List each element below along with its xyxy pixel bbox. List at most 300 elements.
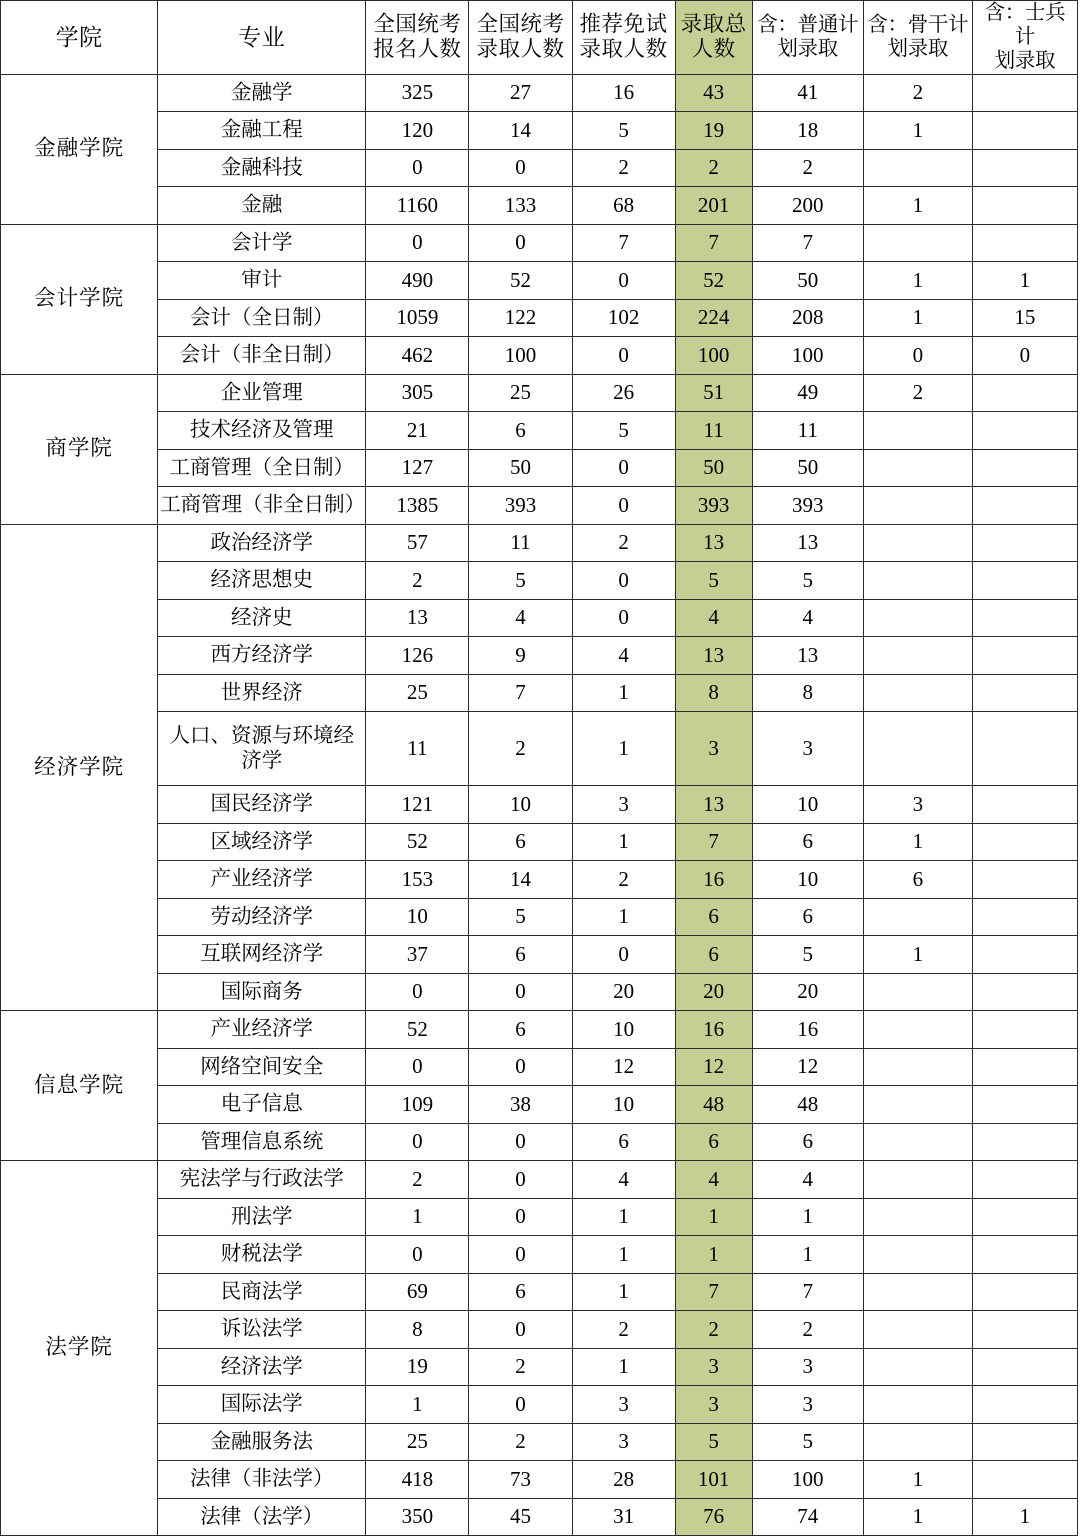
cell-plan-normal: 13 <box>752 637 863 675</box>
cell-exam-admit: 50 <box>469 449 572 487</box>
cell-total-admitted: 224 <box>675 299 752 337</box>
cell-plan-backbone <box>863 1386 972 1424</box>
header-line-2: 人数 <box>691 37 736 62</box>
cell-total-admitted: 7 <box>675 1273 752 1311</box>
cell-plan-normal: 13 <box>752 524 863 562</box>
cell-plan-normal: 100 <box>752 1461 863 1499</box>
major-name-cell: 互联网经济学 <box>158 936 366 974</box>
cell-exam-admit: 5 <box>469 562 572 600</box>
cell-recommend-admit: 20 <box>572 973 675 1011</box>
cell-exam-admit: 0 <box>469 973 572 1011</box>
cell-exam-admit: 10 <box>469 786 572 824</box>
major-name-cell: 西方经济学 <box>158 637 366 675</box>
college-name-cell: 会计学院 <box>1 224 158 374</box>
table-row <box>1 1386 1078 1424</box>
table-row <box>1 262 1078 300</box>
cell-total-admitted: 13 <box>675 524 752 562</box>
cell-recommend-admit: 0 <box>572 562 675 600</box>
cell-total-admitted: 76 <box>675 1498 752 1536</box>
cell-exam-admit: 2 <box>469 1348 572 1386</box>
cell-total-admitted: 1 <box>675 1236 752 1274</box>
cell-plan-normal: 1 <box>752 1236 863 1274</box>
cell-total-admitted: 43 <box>675 74 752 112</box>
cell-plan-backbone: 0 <box>863 337 972 375</box>
major-name-cell: 区域经济学 <box>158 823 366 861</box>
cell-exam-admit: 2 <box>469 1423 572 1461</box>
cell-plan-normal: 49 <box>752 374 863 412</box>
cell-plan-backbone <box>863 1161 972 1199</box>
cell-exam-apply: 2 <box>366 562 469 600</box>
major-name-cell: 金融科技 <box>158 149 366 187</box>
cell-plan-backbone: 1 <box>863 823 972 861</box>
cell-plan-backbone: 1 <box>863 112 972 150</box>
cell-plan-soldier <box>972 1386 1077 1424</box>
table-row <box>1 599 1078 637</box>
cell-plan-soldier <box>972 861 1077 899</box>
cell-plan-normal: 6 <box>752 898 863 936</box>
cell-exam-admit: 133 <box>469 187 572 225</box>
cell-plan-normal: 5 <box>752 936 863 974</box>
major-name-cell: 金融 <box>158 187 366 225</box>
cell-plan-soldier <box>972 112 1077 150</box>
cell-plan-normal: 74 <box>752 1498 863 1536</box>
cell-plan-soldier <box>972 973 1077 1011</box>
cell-exam-admit: 6 <box>469 823 572 861</box>
cell-plan-backbone <box>863 449 972 487</box>
cell-exam-apply: 19 <box>366 1348 469 1386</box>
cell-plan-soldier <box>972 224 1077 262</box>
cell-exam-apply: 350 <box>366 1498 469 1536</box>
major-name-cell: 财税法学 <box>158 1236 366 1274</box>
column-header-plan-normal <box>752 1 863 75</box>
cell-plan-backbone <box>863 1273 972 1311</box>
major-name-cell: 劳动经济学 <box>158 898 366 936</box>
major-name-cell: 工商管理（全日制） <box>158 449 366 487</box>
major-name-cell: 国际法学 <box>158 1386 366 1424</box>
cell-plan-normal: 16 <box>752 1011 863 1049</box>
cell-recommend-admit: 3 <box>572 1386 675 1424</box>
cell-plan-normal: 2 <box>752 149 863 187</box>
cell-exam-admit: 14 <box>469 112 572 150</box>
cell-exam-admit: 5 <box>469 898 572 936</box>
cell-plan-backbone: 2 <box>863 374 972 412</box>
cell-recommend-admit: 68 <box>572 187 675 225</box>
cell-exam-admit: 122 <box>469 299 572 337</box>
table-header <box>1 1 1078 75</box>
cell-exam-apply: 57 <box>366 524 469 562</box>
cell-exam-apply: 21 <box>366 412 469 450</box>
cell-total-admitted: 3 <box>675 1386 752 1424</box>
cell-exam-apply: 0 <box>366 149 469 187</box>
major-name-cell: 诉讼法学 <box>158 1311 366 1349</box>
cell-total-admitted: 1 <box>675 1198 752 1236</box>
cell-recommend-admit: 0 <box>572 337 675 375</box>
cell-plan-backbone <box>863 1236 972 1274</box>
cell-plan-normal: 20 <box>752 973 863 1011</box>
cell-recommend-admit: 5 <box>572 112 675 150</box>
cell-plan-backbone <box>863 487 972 525</box>
cell-exam-apply: 109 <box>366 1086 469 1124</box>
cell-plan-soldier <box>972 1161 1077 1199</box>
table-row <box>1 524 1078 562</box>
table-row <box>1 823 1078 861</box>
major-name-cell: 审计 <box>158 262 366 300</box>
column-header-total-admitted <box>675 1 752 75</box>
major-name-cell: 产业经济学 <box>158 1011 366 1049</box>
table-row <box>1 1236 1078 1274</box>
header-line-2: 录取人数 <box>476 37 565 62</box>
cell-total-admitted: 8 <box>675 674 752 712</box>
cell-recommend-admit: 16 <box>572 74 675 112</box>
major-name-cell: 金融服务法 <box>158 1423 366 1461</box>
cell-plan-normal: 7 <box>752 1273 863 1311</box>
major-name-cell: 技术经济及管理 <box>158 412 366 450</box>
cell-plan-normal: 2 <box>752 1311 863 1349</box>
cell-recommend-admit: 4 <box>572 1161 675 1199</box>
major-name-cell: 国民经济学 <box>158 786 366 824</box>
college-name-cell: 法学院 <box>1 1161 158 1536</box>
cell-plan-soldier <box>972 936 1077 974</box>
cell-plan-normal: 3 <box>752 1348 863 1386</box>
college-name-cell: 经济学院 <box>1 524 158 1011</box>
cell-exam-admit: 0 <box>469 1123 572 1161</box>
cell-exam-admit: 2 <box>469 712 572 786</box>
header-line-1: 录取总 <box>680 11 747 36</box>
major-name-cell: 工商管理（非全日制） <box>158 487 366 525</box>
cell-plan-backbone: 1 <box>863 936 972 974</box>
cell-plan-soldier <box>972 562 1077 600</box>
cell-plan-soldier <box>972 524 1077 562</box>
cell-total-admitted: 2 <box>675 149 752 187</box>
major-name-cell: 金融学 <box>158 74 366 112</box>
cell-plan-backbone <box>863 412 972 450</box>
cell-plan-normal: 41 <box>752 74 863 112</box>
header-line-1: 含：士兵计 <box>984 2 1066 49</box>
cell-plan-soldier <box>972 1086 1077 1124</box>
cell-plan-normal: 208 <box>752 299 863 337</box>
cell-plan-soldier <box>972 1048 1077 1086</box>
header-line-1: 推荐免试 <box>579 11 668 36</box>
cell-recommend-admit: 6 <box>572 1123 675 1161</box>
column-header-recommend-admit <box>572 1 675 75</box>
cell-plan-backbone <box>863 224 972 262</box>
major-name-cell: 网络空间安全 <box>158 1048 366 1086</box>
cell-exam-admit: 0 <box>469 1161 572 1199</box>
cell-plan-normal: 4 <box>752 1161 863 1199</box>
cell-plan-backbone: 1 <box>863 187 972 225</box>
cell-plan-soldier <box>972 74 1077 112</box>
major-name-cell: 经济思想史 <box>158 562 366 600</box>
table-row <box>1 1423 1078 1461</box>
table-row <box>1 224 1078 262</box>
cell-exam-apply: 2 <box>366 1161 469 1199</box>
cell-plan-backbone <box>863 1011 972 1049</box>
cell-plan-backbone <box>863 1198 972 1236</box>
cell-plan-normal: 50 <box>752 449 863 487</box>
cell-plan-backbone: 3 <box>863 786 972 824</box>
table-body <box>1 74 1078 1536</box>
cell-total-admitted: 5 <box>675 1423 752 1461</box>
cell-exam-admit: 0 <box>469 149 572 187</box>
cell-plan-normal: 6 <box>752 823 863 861</box>
cell-plan-normal: 4 <box>752 599 863 637</box>
cell-exam-apply: 305 <box>366 374 469 412</box>
cell-recommend-admit: 1 <box>572 674 675 712</box>
column-header-exam-apply <box>366 1 469 75</box>
cell-plan-backbone <box>863 973 972 1011</box>
cell-plan-soldier: 15 <box>972 299 1077 337</box>
college-name-cell: 信息学院 <box>1 1011 158 1161</box>
cell-recommend-admit: 26 <box>572 374 675 412</box>
cell-exam-admit: 27 <box>469 74 572 112</box>
table-row <box>1 973 1078 1011</box>
cell-total-admitted: 7 <box>675 823 752 861</box>
table-row <box>1 562 1078 600</box>
table-row <box>1 299 1078 337</box>
cell-plan-backbone: 1 <box>863 1498 972 1536</box>
cell-exam-apply: 1 <box>366 1198 469 1236</box>
column-header-major: 专业 <box>158 1 366 75</box>
cell-plan-backbone: 6 <box>863 861 972 899</box>
cell-plan-backbone <box>863 1348 972 1386</box>
cell-plan-soldier <box>972 823 1077 861</box>
cell-exam-apply: 0 <box>366 973 469 1011</box>
cell-exam-apply: 120 <box>366 112 469 150</box>
table-row <box>1 449 1078 487</box>
table-row <box>1 1498 1078 1536</box>
cell-plan-soldier <box>972 1123 1077 1161</box>
cell-plan-normal: 18 <box>752 112 863 150</box>
major-name-cell: 民商法学 <box>158 1273 366 1311</box>
cell-exam-apply: 127 <box>366 449 469 487</box>
cell-total-admitted: 7 <box>675 224 752 262</box>
cell-total-admitted: 6 <box>675 936 752 974</box>
cell-exam-apply: 1160 <box>366 187 469 225</box>
cell-plan-normal: 393 <box>752 487 863 525</box>
cell-recommend-admit: 0 <box>572 262 675 300</box>
cell-plan-soldier <box>972 637 1077 675</box>
table-row <box>1 1161 1078 1199</box>
major-name-cell: 企业管理 <box>158 374 366 412</box>
cell-total-admitted: 6 <box>675 1123 752 1161</box>
cell-total-admitted: 5 <box>675 562 752 600</box>
cell-plan-soldier <box>972 599 1077 637</box>
cell-exam-apply: 0 <box>366 1123 469 1161</box>
cell-plan-soldier <box>972 412 1077 450</box>
cell-recommend-admit: 2 <box>572 524 675 562</box>
cell-plan-soldier <box>972 1236 1077 1274</box>
cell-exam-apply: 0 <box>366 1236 469 1274</box>
cell-plan-backbone <box>863 1123 972 1161</box>
major-name-cell: 经济法学 <box>158 1348 366 1386</box>
table-row <box>1 74 1078 112</box>
cell-plan-normal: 5 <box>752 1423 863 1461</box>
cell-plan-backbone <box>863 1086 972 1124</box>
major-name-cell: 国际商务 <box>158 973 366 1011</box>
table-row <box>1 1123 1078 1161</box>
cell-plan-soldier <box>972 1198 1077 1236</box>
cell-plan-backbone <box>863 599 972 637</box>
major-name-cell: 会计（非全日制） <box>158 337 366 375</box>
cell-exam-apply: 13 <box>366 599 469 637</box>
cell-recommend-admit: 1 <box>572 1348 675 1386</box>
table-row <box>1 487 1078 525</box>
cell-total-admitted: 13 <box>675 786 752 824</box>
cell-exam-apply: 490 <box>366 262 469 300</box>
table-row <box>1 1011 1078 1049</box>
cell-recommend-admit: 28 <box>572 1461 675 1499</box>
cell-plan-soldier: 1 <box>972 1498 1077 1536</box>
cell-total-admitted: 51 <box>675 374 752 412</box>
cell-total-admitted: 12 <box>675 1048 752 1086</box>
cell-plan-soldier <box>972 1311 1077 1349</box>
cell-plan-backbone <box>863 562 972 600</box>
cell-exam-admit: 0 <box>469 1311 572 1349</box>
cell-plan-normal: 48 <box>752 1086 863 1124</box>
cell-recommend-admit: 1 <box>572 1273 675 1311</box>
cell-exam-admit: 100 <box>469 337 572 375</box>
cell-exam-admit: 4 <box>469 599 572 637</box>
cell-exam-apply: 25 <box>366 1423 469 1461</box>
cell-plan-soldier <box>972 449 1077 487</box>
cell-plan-soldier <box>972 1273 1077 1311</box>
cell-plan-soldier <box>972 1461 1077 1499</box>
cell-recommend-admit: 31 <box>572 1498 675 1536</box>
header-line-2: 划录取 <box>994 50 1056 73</box>
table-row <box>1 861 1078 899</box>
cell-plan-backbone: 1 <box>863 262 972 300</box>
cell-recommend-admit: 10 <box>572 1086 675 1124</box>
cell-exam-apply: 52 <box>366 1011 469 1049</box>
cell-recommend-admit: 4 <box>572 637 675 675</box>
cell-recommend-admit: 12 <box>572 1048 675 1086</box>
header-row <box>1 1 1078 75</box>
cell-plan-backbone <box>863 1311 972 1349</box>
cell-plan-backbone <box>863 1048 972 1086</box>
cell-exam-admit: 0 <box>469 1236 572 1274</box>
major-name-cell: 金融工程 <box>158 112 366 150</box>
cell-recommend-admit: 7 <box>572 224 675 262</box>
cell-total-admitted: 16 <box>675 861 752 899</box>
cell-plan-backbone: 2 <box>863 74 972 112</box>
cell-recommend-admit: 10 <box>572 1011 675 1049</box>
cell-plan-normal: 100 <box>752 337 863 375</box>
cell-plan-backbone: 1 <box>863 299 972 337</box>
cell-total-admitted: 16 <box>675 1011 752 1049</box>
header-line-1: 全国统考 <box>476 11 565 36</box>
cell-recommend-admit: 2 <box>572 149 675 187</box>
cell-total-admitted: 19 <box>675 112 752 150</box>
major-name-cell: 会计学 <box>158 224 366 262</box>
cell-plan-soldier: 0 <box>972 337 1077 375</box>
cell-plan-soldier <box>972 374 1077 412</box>
cell-recommend-admit: 5 <box>572 412 675 450</box>
header-line-2: 划录取 <box>777 38 839 61</box>
cell-plan-soldier <box>972 1348 1077 1386</box>
table-row <box>1 1086 1078 1124</box>
cell-recommend-admit: 0 <box>572 449 675 487</box>
cell-plan-backbone <box>863 898 972 936</box>
table-row <box>1 1461 1078 1499</box>
table-row <box>1 674 1078 712</box>
table-row <box>1 1048 1078 1086</box>
table-row <box>1 637 1078 675</box>
column-header-college: 学院 <box>1 1 158 75</box>
cell-recommend-admit: 3 <box>572 1423 675 1461</box>
header-line-2: 报名人数 <box>373 37 462 62</box>
cell-total-admitted: 3 <box>675 1348 752 1386</box>
cell-recommend-admit: 0 <box>572 936 675 974</box>
cell-total-admitted: 101 <box>675 1461 752 1499</box>
cell-exam-apply: 52 <box>366 823 469 861</box>
cell-total-admitted: 13 <box>675 637 752 675</box>
cell-exam-admit: 0 <box>469 1386 572 1424</box>
table-row <box>1 1311 1078 1349</box>
cell-plan-soldier <box>972 149 1077 187</box>
cell-plan-soldier <box>972 712 1077 786</box>
cell-exam-admit: 14 <box>469 861 572 899</box>
major-name-cell: 法律（法学） <box>158 1498 366 1536</box>
college-name-cell: 商学院 <box>1 374 158 524</box>
cell-exam-admit: 45 <box>469 1498 572 1536</box>
cell-exam-apply: 121 <box>366 786 469 824</box>
cell-recommend-admit: 0 <box>572 599 675 637</box>
column-header-plan-backbone <box>863 1 972 75</box>
cell-plan-backbone: 1 <box>863 1461 972 1499</box>
cell-exam-apply: 25 <box>366 674 469 712</box>
cell-exam-admit: 11 <box>469 524 572 562</box>
cell-plan-soldier <box>972 1423 1077 1461</box>
cell-total-admitted: 201 <box>675 187 752 225</box>
cell-exam-apply: 1 <box>366 1386 469 1424</box>
header-line-2: 划录取 <box>887 38 949 61</box>
major-name-cell: 经济史 <box>158 599 366 637</box>
cell-recommend-admit: 2 <box>572 1311 675 1349</box>
cell-total-admitted: 100 <box>675 337 752 375</box>
cell-exam-apply: 0 <box>366 224 469 262</box>
cell-exam-apply: 1385 <box>366 487 469 525</box>
table-row <box>1 187 1078 225</box>
major-name-cell: 刑法学 <box>158 1198 366 1236</box>
cell-exam-admit: 52 <box>469 262 572 300</box>
table-row <box>1 786 1078 824</box>
cell-total-admitted: 20 <box>675 973 752 1011</box>
cell-exam-admit: 6 <box>469 1273 572 1311</box>
cell-total-admitted: 4 <box>675 1161 752 1199</box>
cell-total-admitted: 48 <box>675 1086 752 1124</box>
major-name-cell: 政治经济学 <box>158 524 366 562</box>
cell-recommend-admit: 1 <box>572 1236 675 1274</box>
cell-total-admitted: 4 <box>675 599 752 637</box>
cell-exam-apply: 10 <box>366 898 469 936</box>
cell-exam-apply: 8 <box>366 1311 469 1349</box>
cell-plan-backbone <box>863 524 972 562</box>
table-row <box>1 337 1078 375</box>
table-row <box>1 412 1078 450</box>
major-name-cell: 电子信息 <box>158 1086 366 1124</box>
cell-total-admitted: 52 <box>675 262 752 300</box>
cell-exam-admit: 0 <box>469 1198 572 1236</box>
column-header-plan-soldier <box>972 1 1077 75</box>
cell-recommend-admit: 1 <box>572 1198 675 1236</box>
cell-plan-backbone <box>863 674 972 712</box>
cell-plan-soldier <box>972 487 1077 525</box>
cell-exam-apply: 126 <box>366 637 469 675</box>
table-row <box>1 712 1078 786</box>
cell-recommend-admit: 1 <box>572 823 675 861</box>
cell-exam-apply: 37 <box>366 936 469 974</box>
cell-exam-apply: 11 <box>366 712 469 786</box>
